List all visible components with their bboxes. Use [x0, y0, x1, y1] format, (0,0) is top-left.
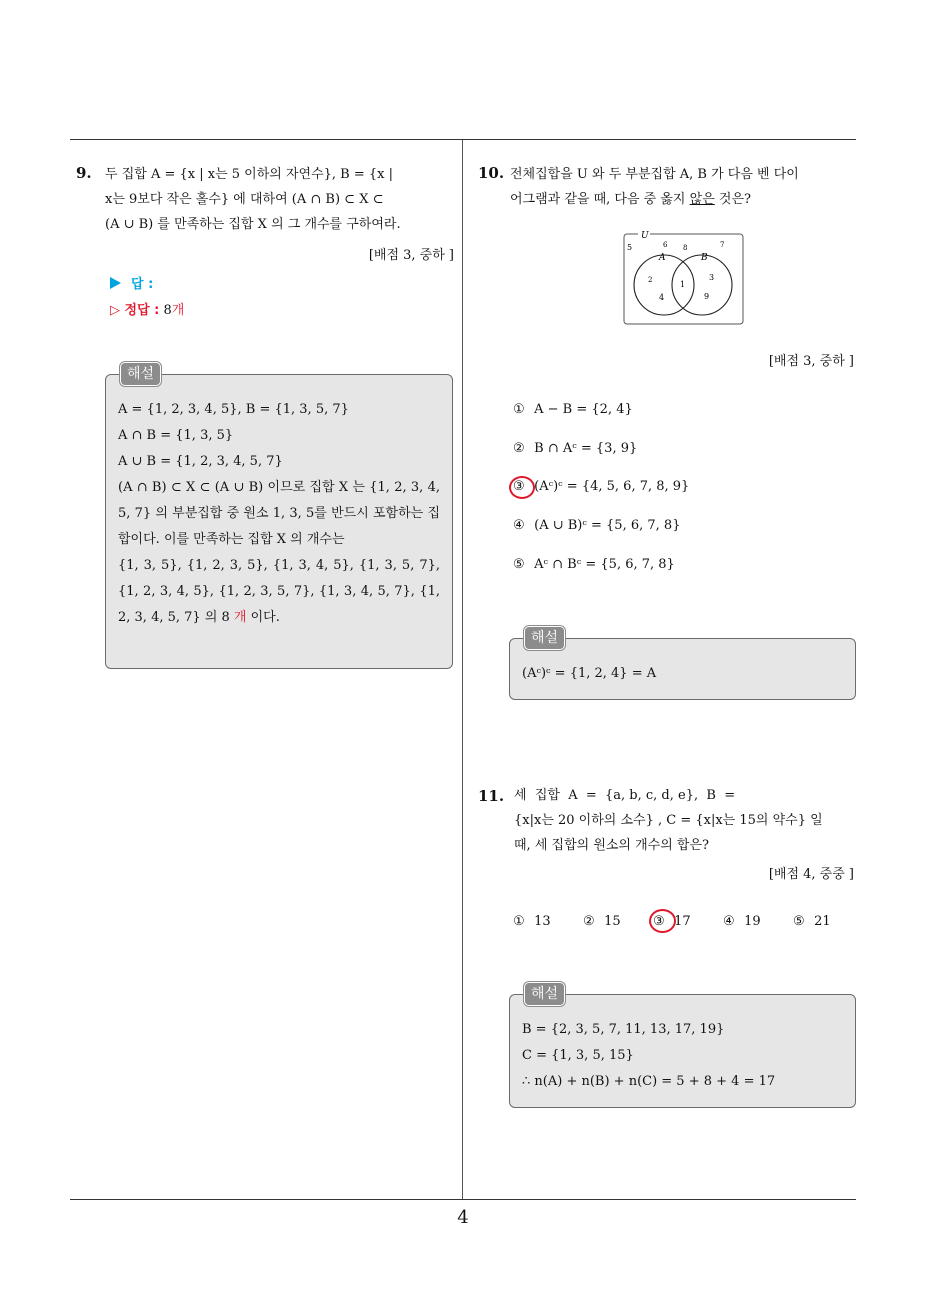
question-9-line-1: 두 집합 A = {x | x는 5 이하의 자연수}, B = {x |: [105, 167, 393, 182]
question-11-line-2: {x|x는 20 이하의 소수} , C = {x|x는 15의 약수} 일: [514, 813, 823, 828]
correct-answer-value: 8: [163, 303, 172, 318]
venn-number: 1: [680, 280, 686, 289]
question-10-solution-box: [509, 630, 856, 700]
venn-number: 2: [648, 276, 653, 284]
solution-line: ∴ n(A) + n(B) + n(C) = 5 + 8 + 4 = 17: [522, 1074, 776, 1089]
choice-3[interactable]: ③ 17: [653, 914, 691, 929]
solution-tag: 해설: [524, 982, 565, 1006]
solution-line: (Aᶜ)ᶜ = {1, 2, 4} = A: [522, 666, 657, 681]
question-11-score: [배점 4, 중중 ]: [768, 867, 854, 882]
question-11-solution-box: [509, 986, 856, 1108]
underlined-word: 않은: [689, 192, 715, 207]
answer-label: 답 :: [131, 277, 154, 292]
choice-4[interactable]: ④ (A ∪ B)ᶜ = {5, 6, 7, 8}: [513, 518, 681, 533]
choice-2[interactable]: ② B ∩ Aᶜ = {3, 9}: [513, 441, 638, 456]
question-10-text: [510, 162, 856, 212]
question-10-number: 10.: [478, 164, 505, 182]
question-9-line-2: x는 9보다 작은 홀수} 에 대하여 (A ∩ B) ⊂ X ⊂: [105, 192, 384, 207]
column-divider: [462, 140, 463, 1200]
venn-number: 4: [659, 293, 665, 302]
venn-number: 7: [720, 241, 725, 249]
question-11-text: [514, 783, 856, 858]
question-10-line-1: 전체집합을 U 와 두 부분집합 A, B 가 다음 벤 다이: [510, 167, 799, 182]
question-9-line-3: (A ∪ B) 를 만족하는 집합 X 의 그 개수를 구하여라.: [105, 217, 401, 232]
choice-1[interactable]: ① 13: [513, 914, 551, 929]
page-number: 4: [457, 1207, 469, 1228]
selected-answer-circle: [509, 476, 535, 499]
question-11-number: 11.: [478, 787, 505, 805]
solution-sets: {1, 3, 5}, {1, 2, 3, 5}, {1, 3, 4, 5}, {1, 3, 5, 7}, {1, 2, 3, 4, 5}, {1, 2, 3, 5, 7}, {1, 3, 4, 5, 7}, {1, 2, 3, 4, 5, 7} 의 8: [118, 558, 440, 625]
solution-paragraph: (A ∩ B) ⊂ X ⊂ (A ∪ B) 이므로 집합 X 는 {1, 2, 3, 4, 5, 7} 의 부분집합 중 원소 1, 3, 5를 반드시 포함하는 집합이다. 이를 만족하는 집합 X 의 개수는: [118, 480, 440, 547]
question-11-line-3: 때, 세 집합의 원소의 개수의 합은?: [514, 838, 710, 853]
question-9-score: [배점 3, 중하 ]: [368, 248, 454, 263]
question-9-solution-box: [105, 366, 453, 669]
choice-5[interactable]: ⑤ 21: [793, 914, 831, 929]
venn-label-B: B: [701, 253, 708, 263]
top-rule: [70, 139, 856, 140]
bottom-rule: [70, 1199, 856, 1200]
venn-label-U: U: [641, 231, 649, 241]
solution-line: A ∩ B = {1, 3, 5}: [118, 428, 234, 443]
play-triangle-icon: [110, 277, 121, 289]
question-10-score: [배점 3, 중하 ]: [768, 354, 854, 369]
venn-number: 6: [663, 241, 668, 249]
solution-paragraph: [118, 553, 440, 631]
correct-answer-unit: 개: [171, 303, 185, 318]
venn-number: 5: [627, 243, 633, 252]
question-9-number: 9.: [76, 164, 92, 182]
choice-4[interactable]: ④ 19: [723, 914, 761, 929]
choice-2[interactable]: ② 15: [583, 914, 621, 929]
venn-diagram: [623, 230, 745, 326]
solution-line: C = {1, 3, 5, 15}: [522, 1048, 634, 1063]
choice-5[interactable]: ⑤ Aᶜ ∩ Bᶜ = {5, 6, 7, 8}: [513, 557, 675, 572]
solution-tag: 해설: [120, 362, 161, 386]
venn-number: 9: [704, 292, 710, 301]
question-10-line-2: 어그램과 같을 때, 다음 중 옳지 않은 것은?: [510, 192, 751, 207]
choice-1[interactable]: ① A − B = {2, 4}: [513, 402, 633, 417]
venn-number: 3: [709, 273, 715, 282]
venn-label-A: A: [659, 253, 666, 263]
choice-3[interactable]: ③ (Aᶜ)ᶜ = {4, 5, 6, 7, 8, 9}: [513, 479, 690, 494]
solution-line: A = {1, 2, 3, 4, 5}, B = {1, 3, 5, 7}: [118, 402, 349, 417]
solution-unit: 개: [233, 610, 247, 625]
correct-answer-label: ▷ 정답 :: [110, 303, 160, 318]
correct-answer-row: [110, 299, 184, 318]
question-9-text: [105, 162, 455, 237]
venn-number: 8: [683, 244, 688, 252]
solution-ending: 이다.: [250, 610, 280, 625]
question-11-line-1: 세 집합 A = {a, b, c, d, e}, B =: [514, 788, 736, 803]
solution-line: A ∪ B = {1, 2, 3, 4, 5, 7}: [118, 454, 283, 469]
selected-answer-circle: [649, 909, 676, 933]
solution-tag: 해설: [524, 626, 565, 650]
answer-row: [110, 273, 153, 292]
solution-line: B = {2, 3, 5, 7, 11, 13, 17, 19}: [522, 1022, 725, 1037]
